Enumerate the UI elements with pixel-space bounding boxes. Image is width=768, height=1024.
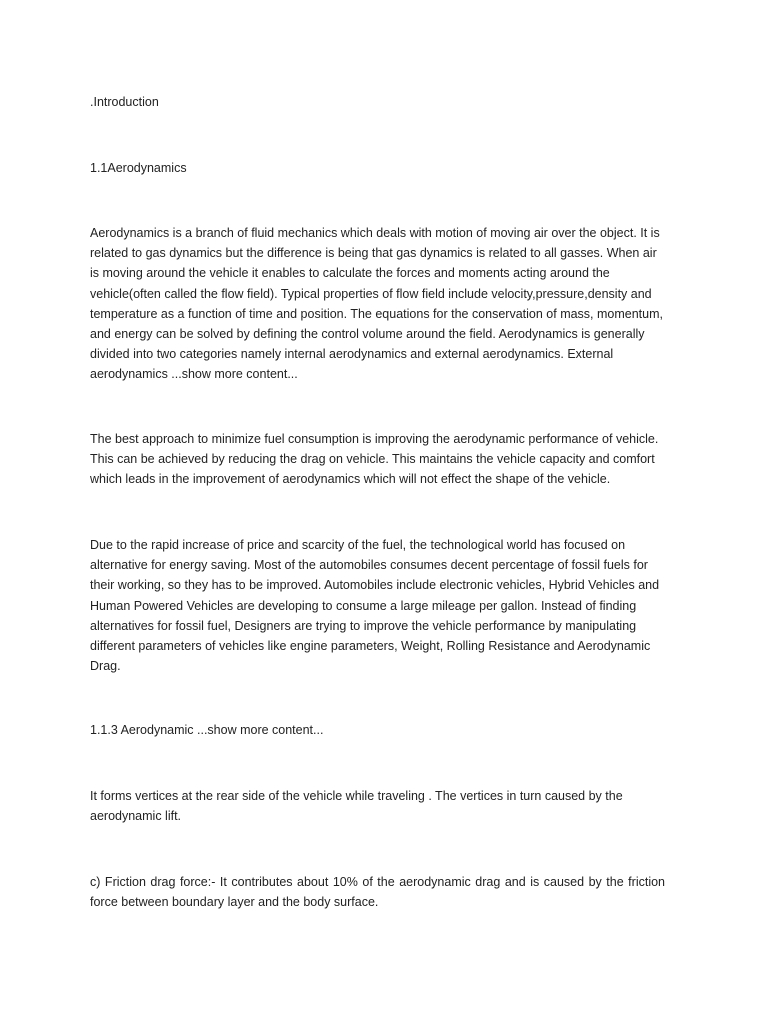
paragraph-vertices-text: It forms vertices at the rear side of the vehicle while traveling . The vertices in turn caused by the aerodynamic lift. [90, 789, 623, 824]
heading-aerodynamics: 1.1Aerodynamics [90, 161, 187, 175]
paragraph-aerodynamics [90, 223, 665, 385]
paragraph-vertices [90, 786, 665, 826]
paragraph-best-approach [90, 429, 665, 490]
heading-1-1-3-aerodynamic: 1.1.3 Aerodynamic ...show more content... [90, 723, 324, 737]
heading-introduction: .Introduction [90, 95, 159, 109]
document-page [90, 0, 665, 1024]
paragraph-friction-drag-text: c) Friction drag force:- It contributes about 10% of the aerodynamic drag and is caused by the friction force between boundary layer and the body surface. [90, 875, 665, 910]
paragraph-best-approach-text: The best approach to minimize fuel consumption is improving the aerodynamic performance of vehicle. This can be achieved by reducing the drag on vehicle. This maintains the vehicle capacity and comfort which leads in the improvement of aerodynamics which will not effect the shape of the vehicle. [90, 432, 659, 487]
paragraph-fuel [90, 535, 665, 676]
paragraph-fuel-text: Due to the rapid increase of price and scarcity of the fuel, the technological world has focused on alternative for energy saving. Most of the automobiles consumes decent percentage of fossil fuels for their working, so they has to be improved. Automobiles include electronic vehicles, Hybrid Vehicles and Human Powered Vehicles are developing to consume a large mileage per gallon. Instead of finding alternatives for fossil fuel, Designers are trying to improve the vehicle performance by manipulating different parameters of vehicles like engine parameters, Weight, Rolling Resistance and Aerodynamic Drag. [90, 538, 660, 674]
paragraph-aerodynamics-text: Aerodynamics is a branch of fluid mechanics which deals with motion of moving air over the object. It is related to gas dynamics but the difference is being that gas dynamics is related to all gasses. When air is moving around the vehicle it enables to calculate the forces and moments acting around the vehicle(often called the flow field). Typical properties of flow field include velocity,pressure,density and temperature as a function of time and position. The equations for the conservation of mass, momentum, and energy can be solved by defining the control volume around the field. Aerodynamics is generally divided into two categories namely internal aerodynamics and external aerodynamics. External aerodynamics ...show more content... [90, 226, 663, 382]
paragraph-friction-drag [90, 872, 665, 912]
